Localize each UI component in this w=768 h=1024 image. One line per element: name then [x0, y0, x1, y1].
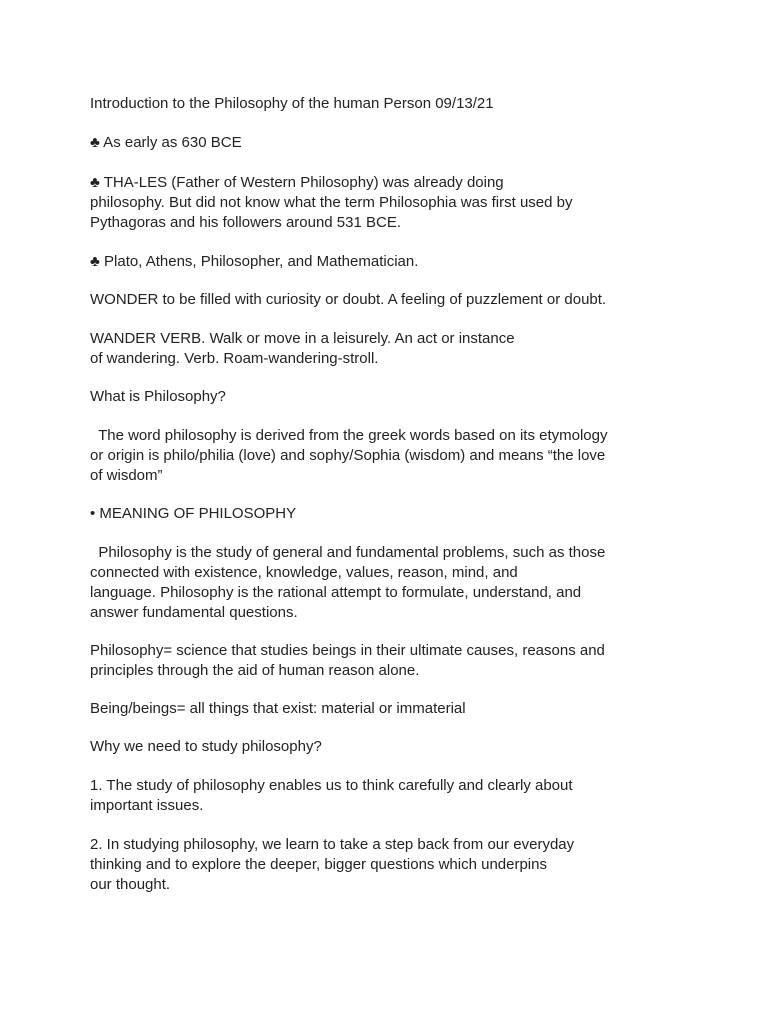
wander-line-1: WANDER VERB. Walk or move in a leisurely. An act or instance [90, 330, 515, 347]
being-definition-line: Being/beings= all things that exist: material or immaterial [90, 700, 466, 717]
plato-line: ♣ Plato, Athens, Philosopher, and Mathematician. [90, 253, 419, 270]
science-definition-line-1: Philosophy= science that studies beings in their ultimate causes, reasons and [90, 642, 605, 659]
meaning-line-4: answer fundamental questions. [90, 604, 298, 621]
reason-1-line-2: important issues. [90, 797, 204, 814]
etymology-line-2: or origin is philo/philia (love) and sophy/Sophia (wisdom) and means “the love [90, 447, 606, 464]
document-title: Introduction to the Philosophy of the human Person 09/13/21 [90, 95, 494, 112]
science-definition-line-2: principles through the aid of human reason alone. [90, 662, 420, 679]
reason-1-line-1: 1. The study of philosophy enables us to think carefully and clearly about [90, 777, 573, 794]
thales-line-3: Pythagoras and his followers around 531 BCE. [90, 214, 402, 231]
meaning-line-2: connected with existence, knowledge, values, reason, mind, and [90, 564, 518, 581]
why-study-heading: Why we need to study philosophy? [90, 738, 322, 755]
reason-2-line-3: our thought. [90, 876, 171, 893]
etymology-line-3: of wisdom” [90, 467, 163, 484]
what-is-philosophy-heading: What is Philosophy? [90, 388, 226, 405]
wander-line-2: of wandering. Verb. Roam-wandering-stroll. [90, 350, 379, 367]
bullet-line-630-bce: ♣ As early as 630 BCE [90, 134, 242, 151]
meaning-line-3: language. Philosophy is the rational attempt to formulate, understand, and [90, 584, 582, 601]
meaning-line-1: Philosophy is the study of general and fundamental problems, such as those [90, 544, 606, 561]
reason-2-line-2: thinking and to explore the deeper, bigger questions which underpins [90, 856, 547, 873]
thales-line-1: ♣ THA-LES (Father of Western Philosophy) was already doing [90, 174, 504, 191]
meaning-heading: • MEANING OF PHILOSOPHY [90, 505, 297, 522]
wonder-line: WONDER to be filled with curiosity or doubt. A feeling of puzzlement or doubt. [90, 291, 607, 308]
etymology-line-1: The word philosophy is derived from the greek words based on its etymology [90, 427, 608, 444]
reason-2-line-1: 2. In studying philosophy, we learn to take a step back from our everyday [90, 836, 575, 853]
thales-line-2: philosophy. But did not know what the term Philosophia was first used by [90, 194, 573, 211]
